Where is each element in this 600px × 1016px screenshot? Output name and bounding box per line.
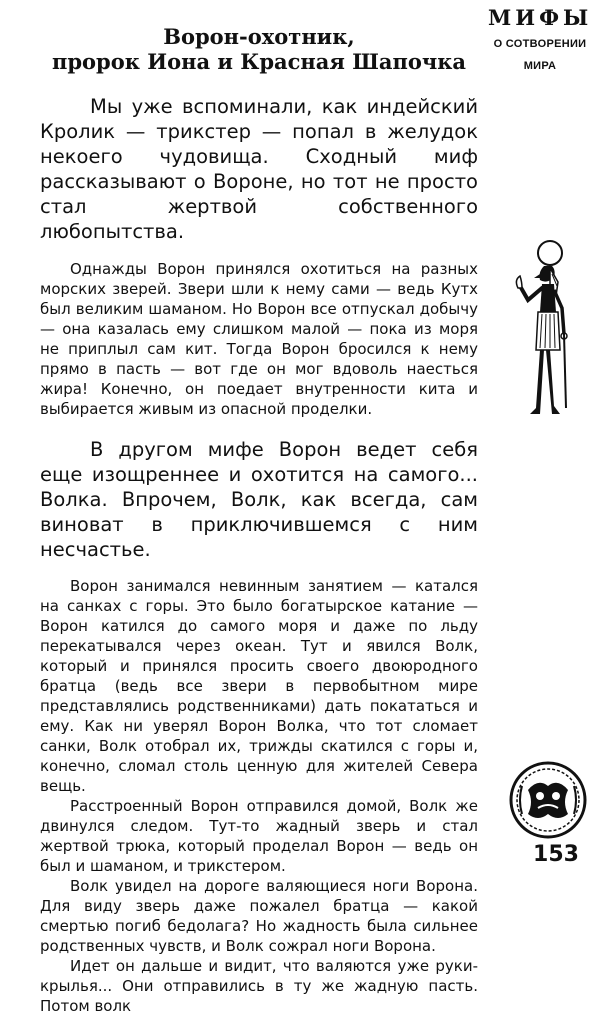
egyptian-figure-icon	[500, 238, 580, 428]
section-header	[488, 6, 592, 74]
title-line-1: Ворон-охотник,	[163, 24, 355, 49]
section-title: МИФЫ	[488, 5, 593, 30]
intro-paragraph-2: В другом мифе Ворон ведет себя еще изощреннее и охотится на самого... Волка. Впрочем, Волк, как всегда, сам виноват в приключившемся с ним несчастье.	[40, 438, 478, 561]
ornamental-medallion-icon	[508, 760, 588, 840]
article-title	[40, 24, 478, 74]
section-subtitle-1: О СОТВОРЕНИИ	[493, 38, 587, 50]
section-subtitle-2: МИРА	[523, 60, 557, 72]
intro-paragraph: Мы уже вспоминали, как индейский Кролик — трикстер — попал в желудок некоего чудовища. Сходный миф рассказывают о Вороне, но тот не просто стал жертвой собственного любопытства.	[40, 95, 478, 243]
title-line-2: пророк Иона и Красная Шапочка	[52, 49, 466, 74]
article	[40, 24, 478, 1016]
page-number: 153	[533, 842, 579, 867]
story-paragraph-1: Однажды Ворон принялся охотиться на разных морских зверей. Звери шли к нему сами — ведь Кутх был великим шаманом. Но Ворон все отпускал добычу — она казалась ему слишком малой — пока из моря не приплыл сам кит. Тогда Ворон бросился к нему прямо в пасть — вот где он мог вдоволь наесться жира! Конечно, он поедает внутренности кита и выбирается живым из опасной проделки.	[40, 260, 478, 418]
story-paragraph-5: Идет он дальше и видит, что валяются уже руки-крылья... Они отправились в ту же жадную пасть. Потом волк	[40, 957, 478, 1015]
story-paragraph-2: Ворон занимался невинным занятием — катался на санках с горы. Это было богатырское катание — Ворон катился до самого моря и даже по льду перекатывался через океан. Тут и явился Волк, который и принялся просить своего двоюродного братца (ведь все звери в первобытном мире представлялись родственниками) дать покататься и ему. Как ни уверял Ворон Волка, что тот сломает санки, Волк отобрал их, трижды скатился с горы и, конечно, сломал столь ценную для жителей Севера вещь.	[40, 577, 478, 795]
story-paragraph-3: Расстроенный Ворон отправился домой, Волк же двинулся следом. Тут-то жадный зверь и стал жертвой трюка, который проделал Ворон — ведь он был и шаманом, и трикстером.	[40, 797, 478, 875]
story-paragraph-4: Волк увидел на дороге валяющиеся ноги Ворона. Для виду зверь даже пожалел братца — какой смертью погиб бедолага? Но жадность была сильнее родственных чувств, и Волк сожрал ноги Ворона.	[40, 877, 478, 955]
